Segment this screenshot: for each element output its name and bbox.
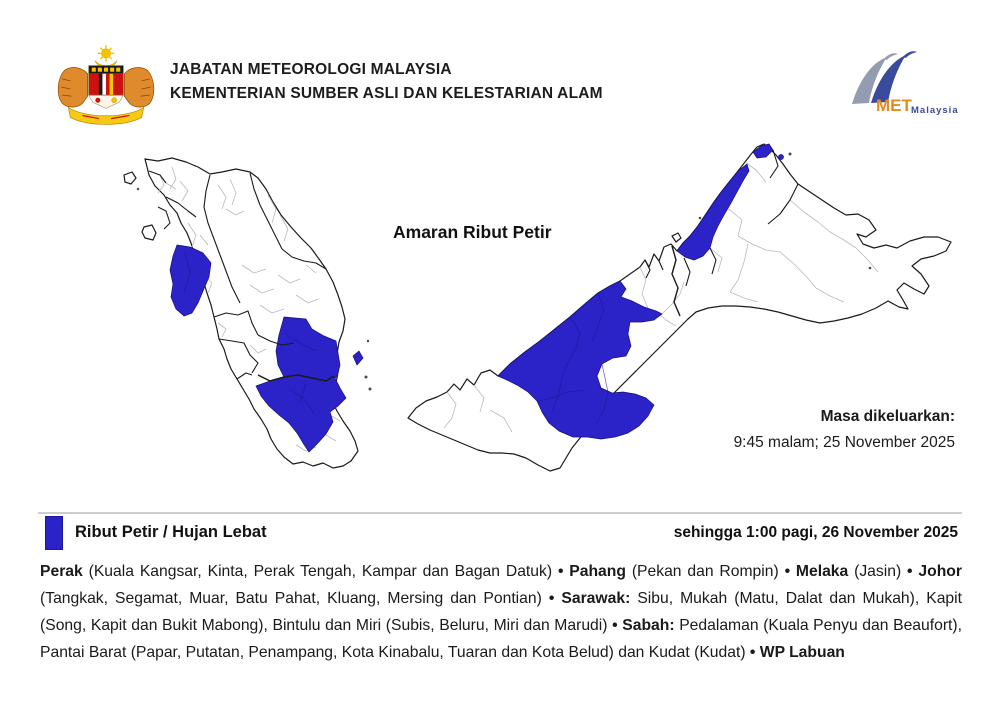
- map-title: Amaran Ribut Petir: [393, 222, 552, 242]
- legend-color-swatch: [45, 516, 63, 550]
- area-state-name: • WP Labuan: [749, 644, 845, 661]
- crescent-star-icon: [95, 45, 117, 68]
- shield-icon: [89, 66, 124, 109]
- met-logo-text: MET: [876, 96, 912, 115]
- issued-time: 9:45 malam; 25 November 2025: [733, 434, 955, 451]
- map-peninsular-malaysia: [100, 145, 380, 480]
- legend-label: Ribut Petir / Hujan Lebat: [75, 523, 267, 541]
- highlight-perak: [170, 245, 211, 316]
- area-state-name: • Sabah:: [612, 617, 675, 634]
- malaysia-coat-of-arms-icon: [52, 44, 160, 130]
- area-state-name: Perak: [40, 563, 83, 580]
- metmalaysia-logo: [838, 50, 972, 118]
- area-district-list: Pedalaman (Kuala Penyu dan Beaufort), Pantai Barat (Papar, Putatan, Penampang, Kota Kinabalu, Tuaran dan Kota Belud) dan Kudat (Kudat): [40, 617, 962, 661]
- issued-block: [734, 404, 955, 456]
- area-district-list: (Jasin): [848, 563, 908, 580]
- area-state-name: • Melaka: [784, 563, 849, 580]
- highlight-tioman-island: [353, 351, 363, 365]
- area-state-name: • Pahang: [557, 563, 626, 580]
- issued-label: Masa dikeluarkan:: [820, 408, 955, 425]
- highlight-island-near-kudat: [779, 155, 784, 160]
- ministry-name: KEMENTERIAN SUMBER ASLI DAN KELESTARIAN ALAM: [170, 85, 603, 102]
- area-district-list: (Kuala Kangsar, Kinta, Perak Tengah, Kampar dan Bagan Datuk): [82, 563, 558, 580]
- area-state-name: • Sarawak:: [548, 590, 631, 607]
- area-state-name: • Johor: [907, 563, 962, 580]
- penang-island: [142, 225, 156, 240]
- legend-divider: [38, 512, 962, 514]
- area-district-list: (Tangkak, Segamat, Muar, Batu Pahat, Kluang, Mersing dan Pontian): [40, 590, 549, 607]
- agency-title-block: [170, 58, 603, 106]
- motto-ribbon-icon: [68, 107, 143, 124]
- met-logo-suffix: Malaysia: [911, 105, 959, 116]
- area-district-list: Sibu, Mukah (Matu, Dalat dan Mukah), Kapit (Song, Kapit dan Bukit Mabong), Bintulu dan Miri (Subis, Beluru, Miri dan Marudi): [40, 590, 963, 634]
- area-district-list: (Pekan dan Rompin): [625, 563, 785, 580]
- labuan-island: [672, 233, 681, 242]
- langkawi-island: [124, 172, 136, 184]
- legend-validity: sehingga 1:00 pagi, 26 November 2025: [673, 524, 958, 541]
- affected-areas-text: [40, 558, 962, 666]
- agency-name: JABATAN METEOROLOGI MALAYSIA: [170, 61, 452, 78]
